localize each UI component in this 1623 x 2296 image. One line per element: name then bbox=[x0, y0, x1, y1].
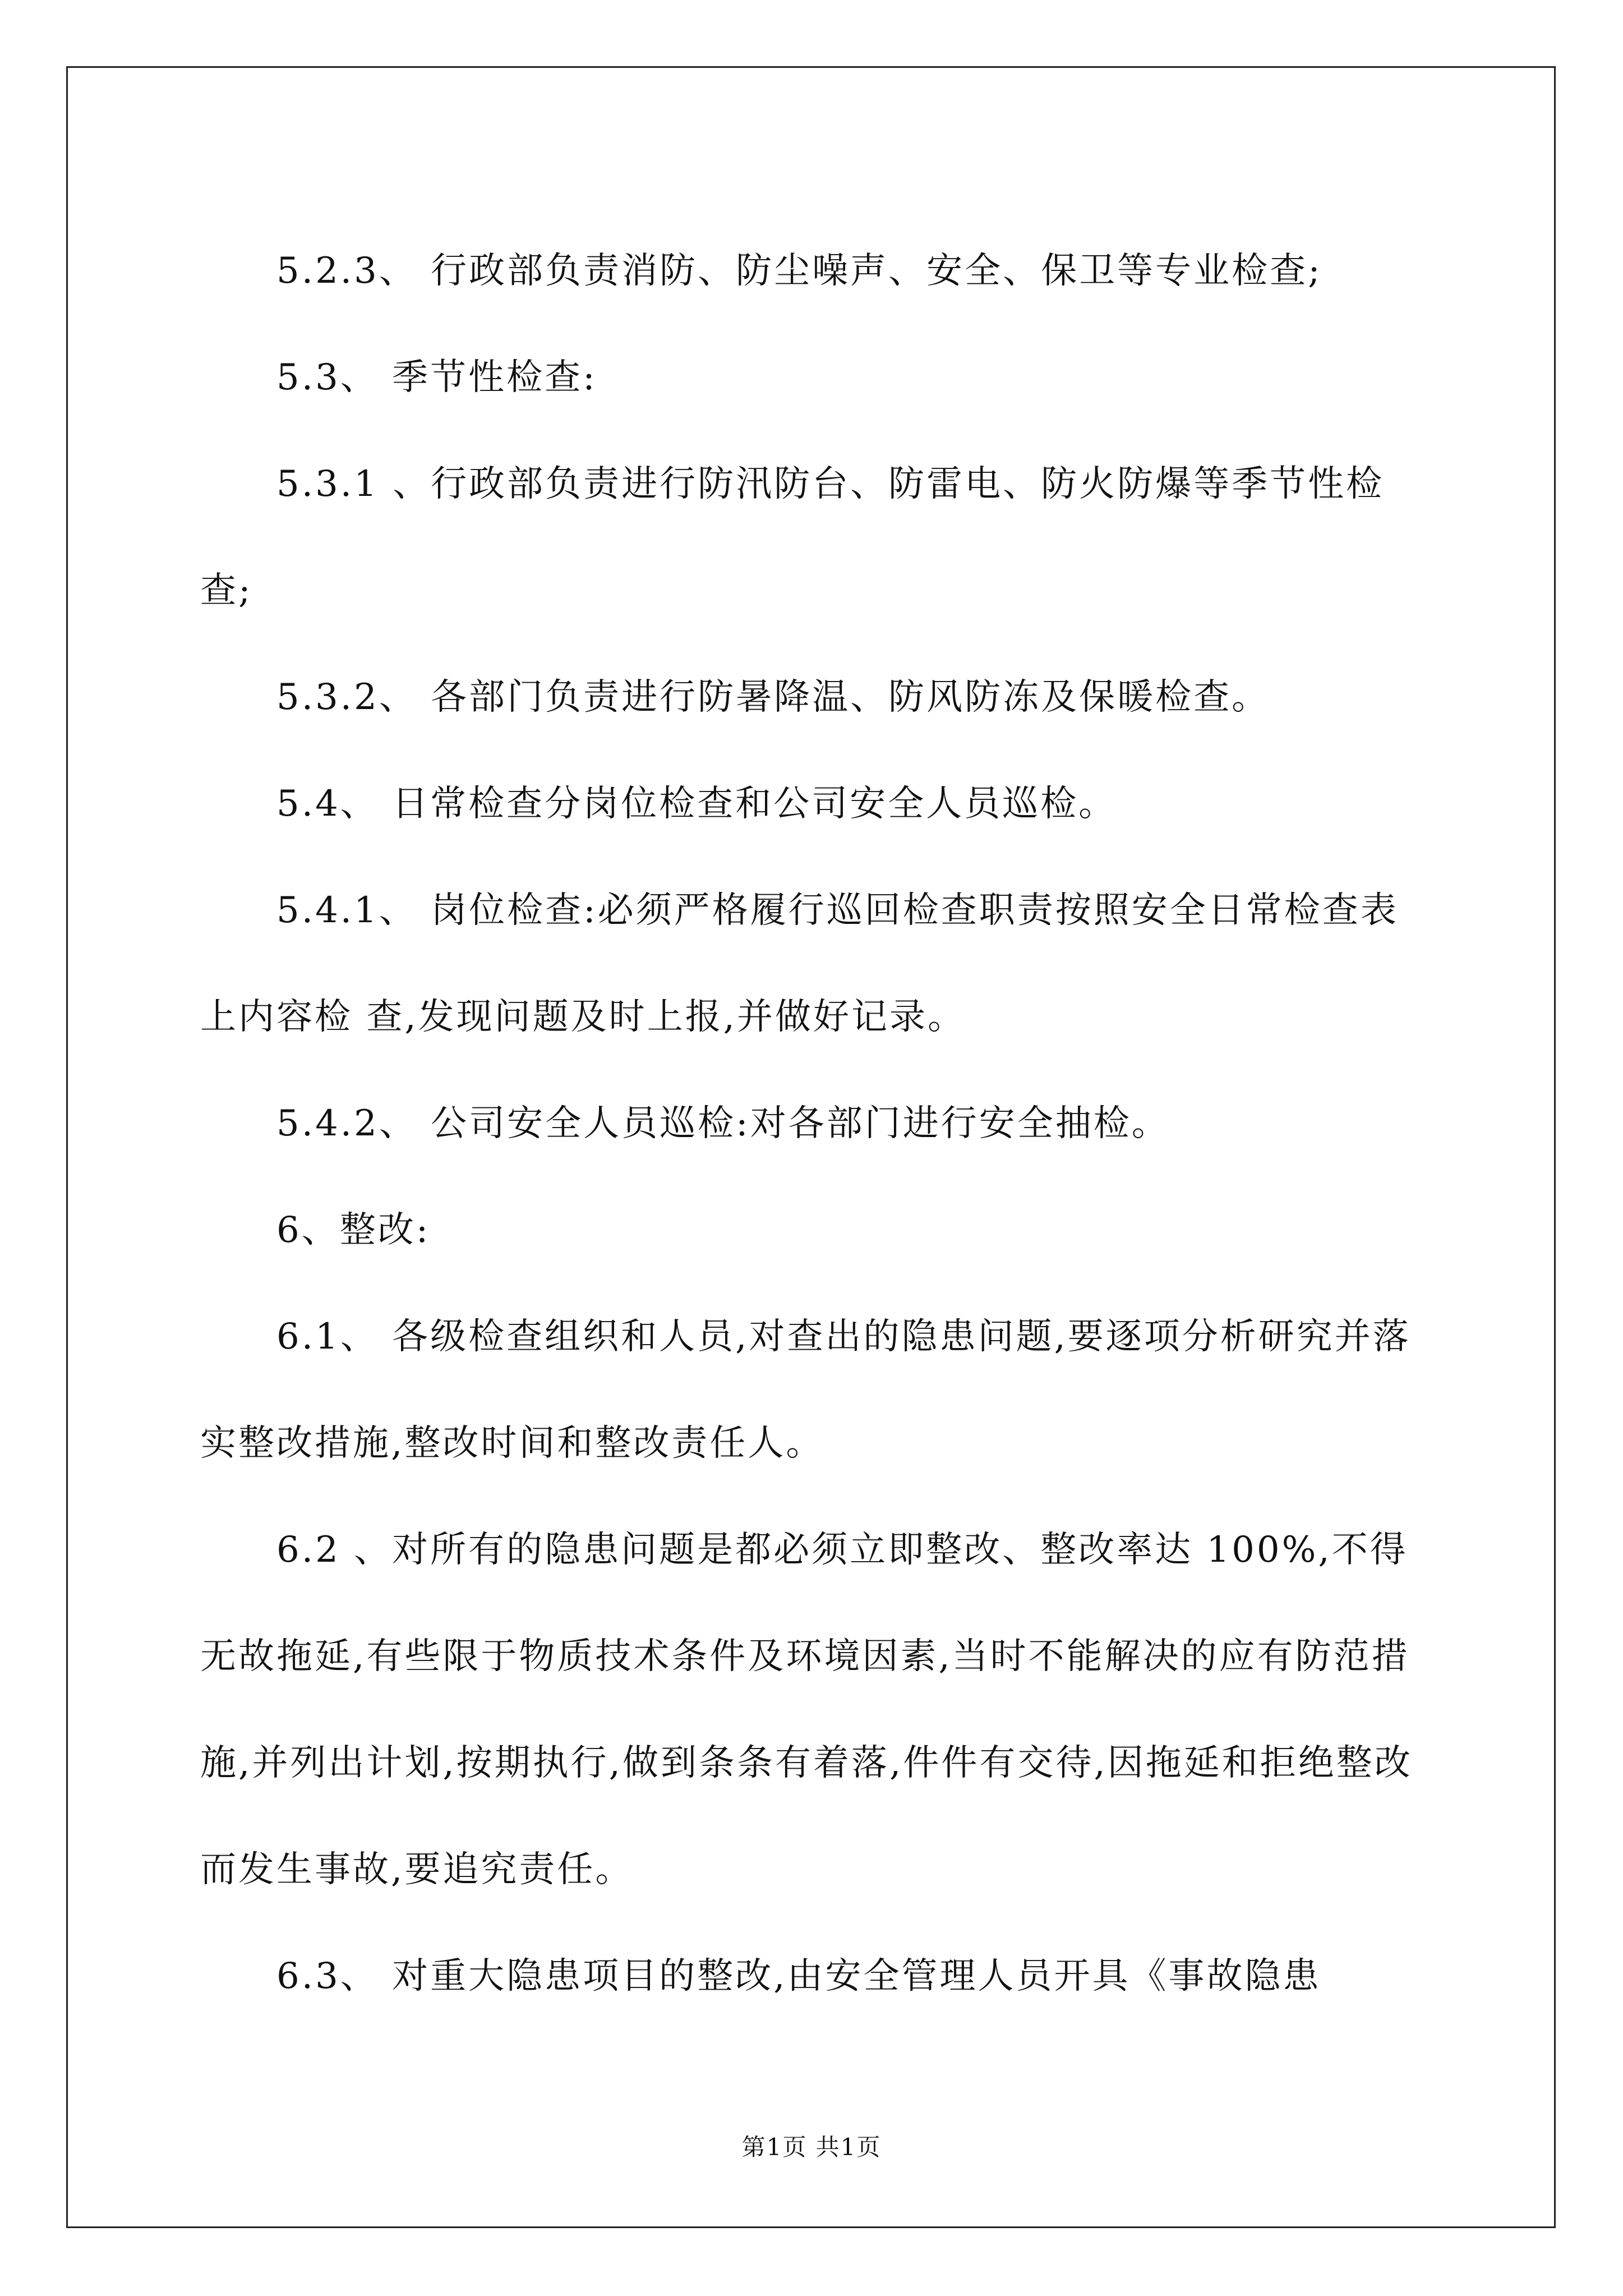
paragraph: 5.3.1 、行政部负责进行防汛防台、防雷电、防火防爆等季节性检查; bbox=[200, 463, 1385, 611]
document-body bbox=[200, 218, 1434, 2030]
paragraph: 6、整改: bbox=[276, 1209, 431, 1251]
paragraph: 5.3、 季节性检查: bbox=[276, 357, 597, 398]
paragraph: 6.2 、对所有的隐患问题是都必须立即整改、整改率达 100%,不得无故拖延,有些限于物质技术条件及环境因素,当时不能解决的应有防范措施,并列出计划,按期执行,做到条条有着落,件件有交待,因拖延和拒绝整改而发生事故,要追究责任。 bbox=[200, 1529, 1413, 1890]
paragraph: 5.3.2、 各部门负责进行防暑降温、防风防冻及保暖检查。 bbox=[276, 677, 1270, 718]
paragraph: 5.4、 日常检查分岗位检查和公司安全人员巡检。 bbox=[276, 783, 1117, 825]
paragraph: 6.1、 各级检查组织和人员,对查出的隐患问题,要逐项分析研究并落实整改措施,整改时间和整改责任人。 bbox=[200, 1316, 1411, 1464]
paragraph: 5.4.2、 公司安全人员巡检:对各部门进行安全抽检。 bbox=[276, 1103, 1170, 1144]
paragraph: 5.4.1、 岗位检查:必须严格履行巡回检查职责按照安全日常检查表上内容检 查,发现问题及时上报,并做好记录。 bbox=[200, 890, 1399, 1038]
page-footer bbox=[0, 2129, 1623, 2162]
paragraph: 5.2.3、 行政部负责消防、防尘噪声、安全、保卫等专业检查; bbox=[276, 250, 1322, 292]
page-number: 第1页 共1页 bbox=[741, 2133, 882, 2161]
paragraph: 6.3、 对重大隐患项目的整改,由安全管理人员开具《事故隐患 bbox=[276, 1955, 1321, 1997]
